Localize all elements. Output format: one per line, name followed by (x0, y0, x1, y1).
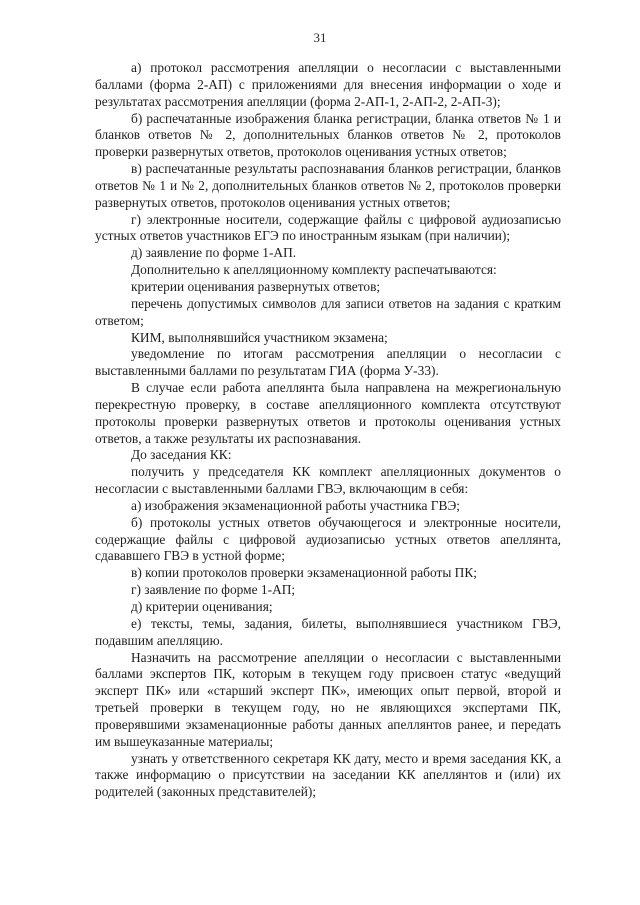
paragraph-item-g-media: г) электронные носители, содержащие файлы с цифровой аудиозаписью устных ответов участников ЕГЭ по иностранным языкам (при наличии); (95, 211, 561, 244)
paragraph-receive-package: получить у председателя КК комплект апелляционных документов о несогласии с выставленными баллами ГВЭ, включающим в себя: (95, 464, 561, 497)
document-body (95, 60, 561, 801)
paragraph-kim: КИМ, выполнявшийся участником экзамена; (131, 329, 388, 345)
paragraph-item-d-application: д) заявление по форме 1-АП. (131, 245, 297, 261)
paragraph-item-b-images: б) распечатанные изображения бланка регистрации, бланка ответов № 1 и бланков ответов № 2, дополнительных бланков ответов № 2, протоколов проверки развернутых ответов, протоколов оценивания устных ответов; (95, 110, 561, 160)
paragraph-before-meeting: До заседания КК: (131, 447, 232, 463)
paragraph-symbols-list: перечень допустимых символов для записи ответов на задания с кратким ответом; (95, 295, 561, 328)
paragraph-gve-g-application: г) заявление по форме 1-АП; (131, 582, 296, 598)
paragraph-gve-v-copies: в) копии протоколов проверки экзаменационной работы ПК; (131, 565, 477, 581)
paragraph-item-v-results: в) распечатанные результаты распознавания бланков регистрации, бланков ответов № 1 и № 2, дополнительных бланков ответов № 2, протоколов проверки развернутых ответов, протоколов оценивания устных ответов; (95, 161, 561, 210)
paragraph-gve-e-texts: е) тексты, темы, задания, билеты, выполнявшиеся участником ГВЭ, подавшим апелляцию. (95, 615, 561, 648)
paragraph-gve-a-images: а) изображения экзаменационной работы участника ГВЭ; (131, 497, 461, 513)
paragraph-cross-check: В случае если работа апеллянта была направлена на межрегиональную перекрестную проверку, в составе апелляционного комплекта отсутствуют протоколы проверки развернутых ответов и протоколы оценивания устных ответов, а также результаты их распознавания. (95, 380, 561, 446)
paragraph-meeting-info: узнать у ответственного секретаря КК дату, место и время заседания КК, а также информацию о присутствии на заседании КК апеллянтов и (или) их родителей (законных представителей); (95, 750, 561, 800)
paragraph-gve-d-criteria: д) критерии оценивания; (131, 599, 273, 614)
paragraph-notification: уведомление по итогам рассмотрения апелляции о несогласии с выставленными баллами по результатам ГИА (форма У-33). (95, 346, 561, 379)
paragraph-assign-experts: Назначить на рассмотрение апелляции о несогласии с выставленными баллами экспертов ПК, которым в текущем году присвоен статус «ведущий эксперт ПК» или «старший эксперт ПК», имеющих опыт первой, второй и третьей проверки в текущем году, но не являющихся экспертами ПК, проверявшими экзаменационные работы данных апеллянтов ранее, и передать им вышеуказанные материалы; (95, 649, 561, 749)
paragraph-criteria: критерии оценивания развернутых ответов; (131, 278, 381, 294)
page-number: 31 (313, 30, 327, 45)
paragraph-gve-b-protocols: б) протоколы устных ответов обучающегося и электронные носители, содержащие файлы с цифровой аудиозаписью устных ответов апеллянта, сдававшего ГВЭ в устной форме; (95, 514, 561, 564)
paragraph-additional-intro: Дополнительно к апелляционному комплекту распечатываются: (131, 262, 497, 278)
paragraph-item-a-protocol: а) протокол рассмотрения апелляции о несогласии с выставленными баллами (форма 2-АП) с приложениями для внесения информации о ходе и результатах рассмотрения апелляции (форма 2-АП-1, 2-АП-2, 2-АП-3); (95, 60, 561, 109)
